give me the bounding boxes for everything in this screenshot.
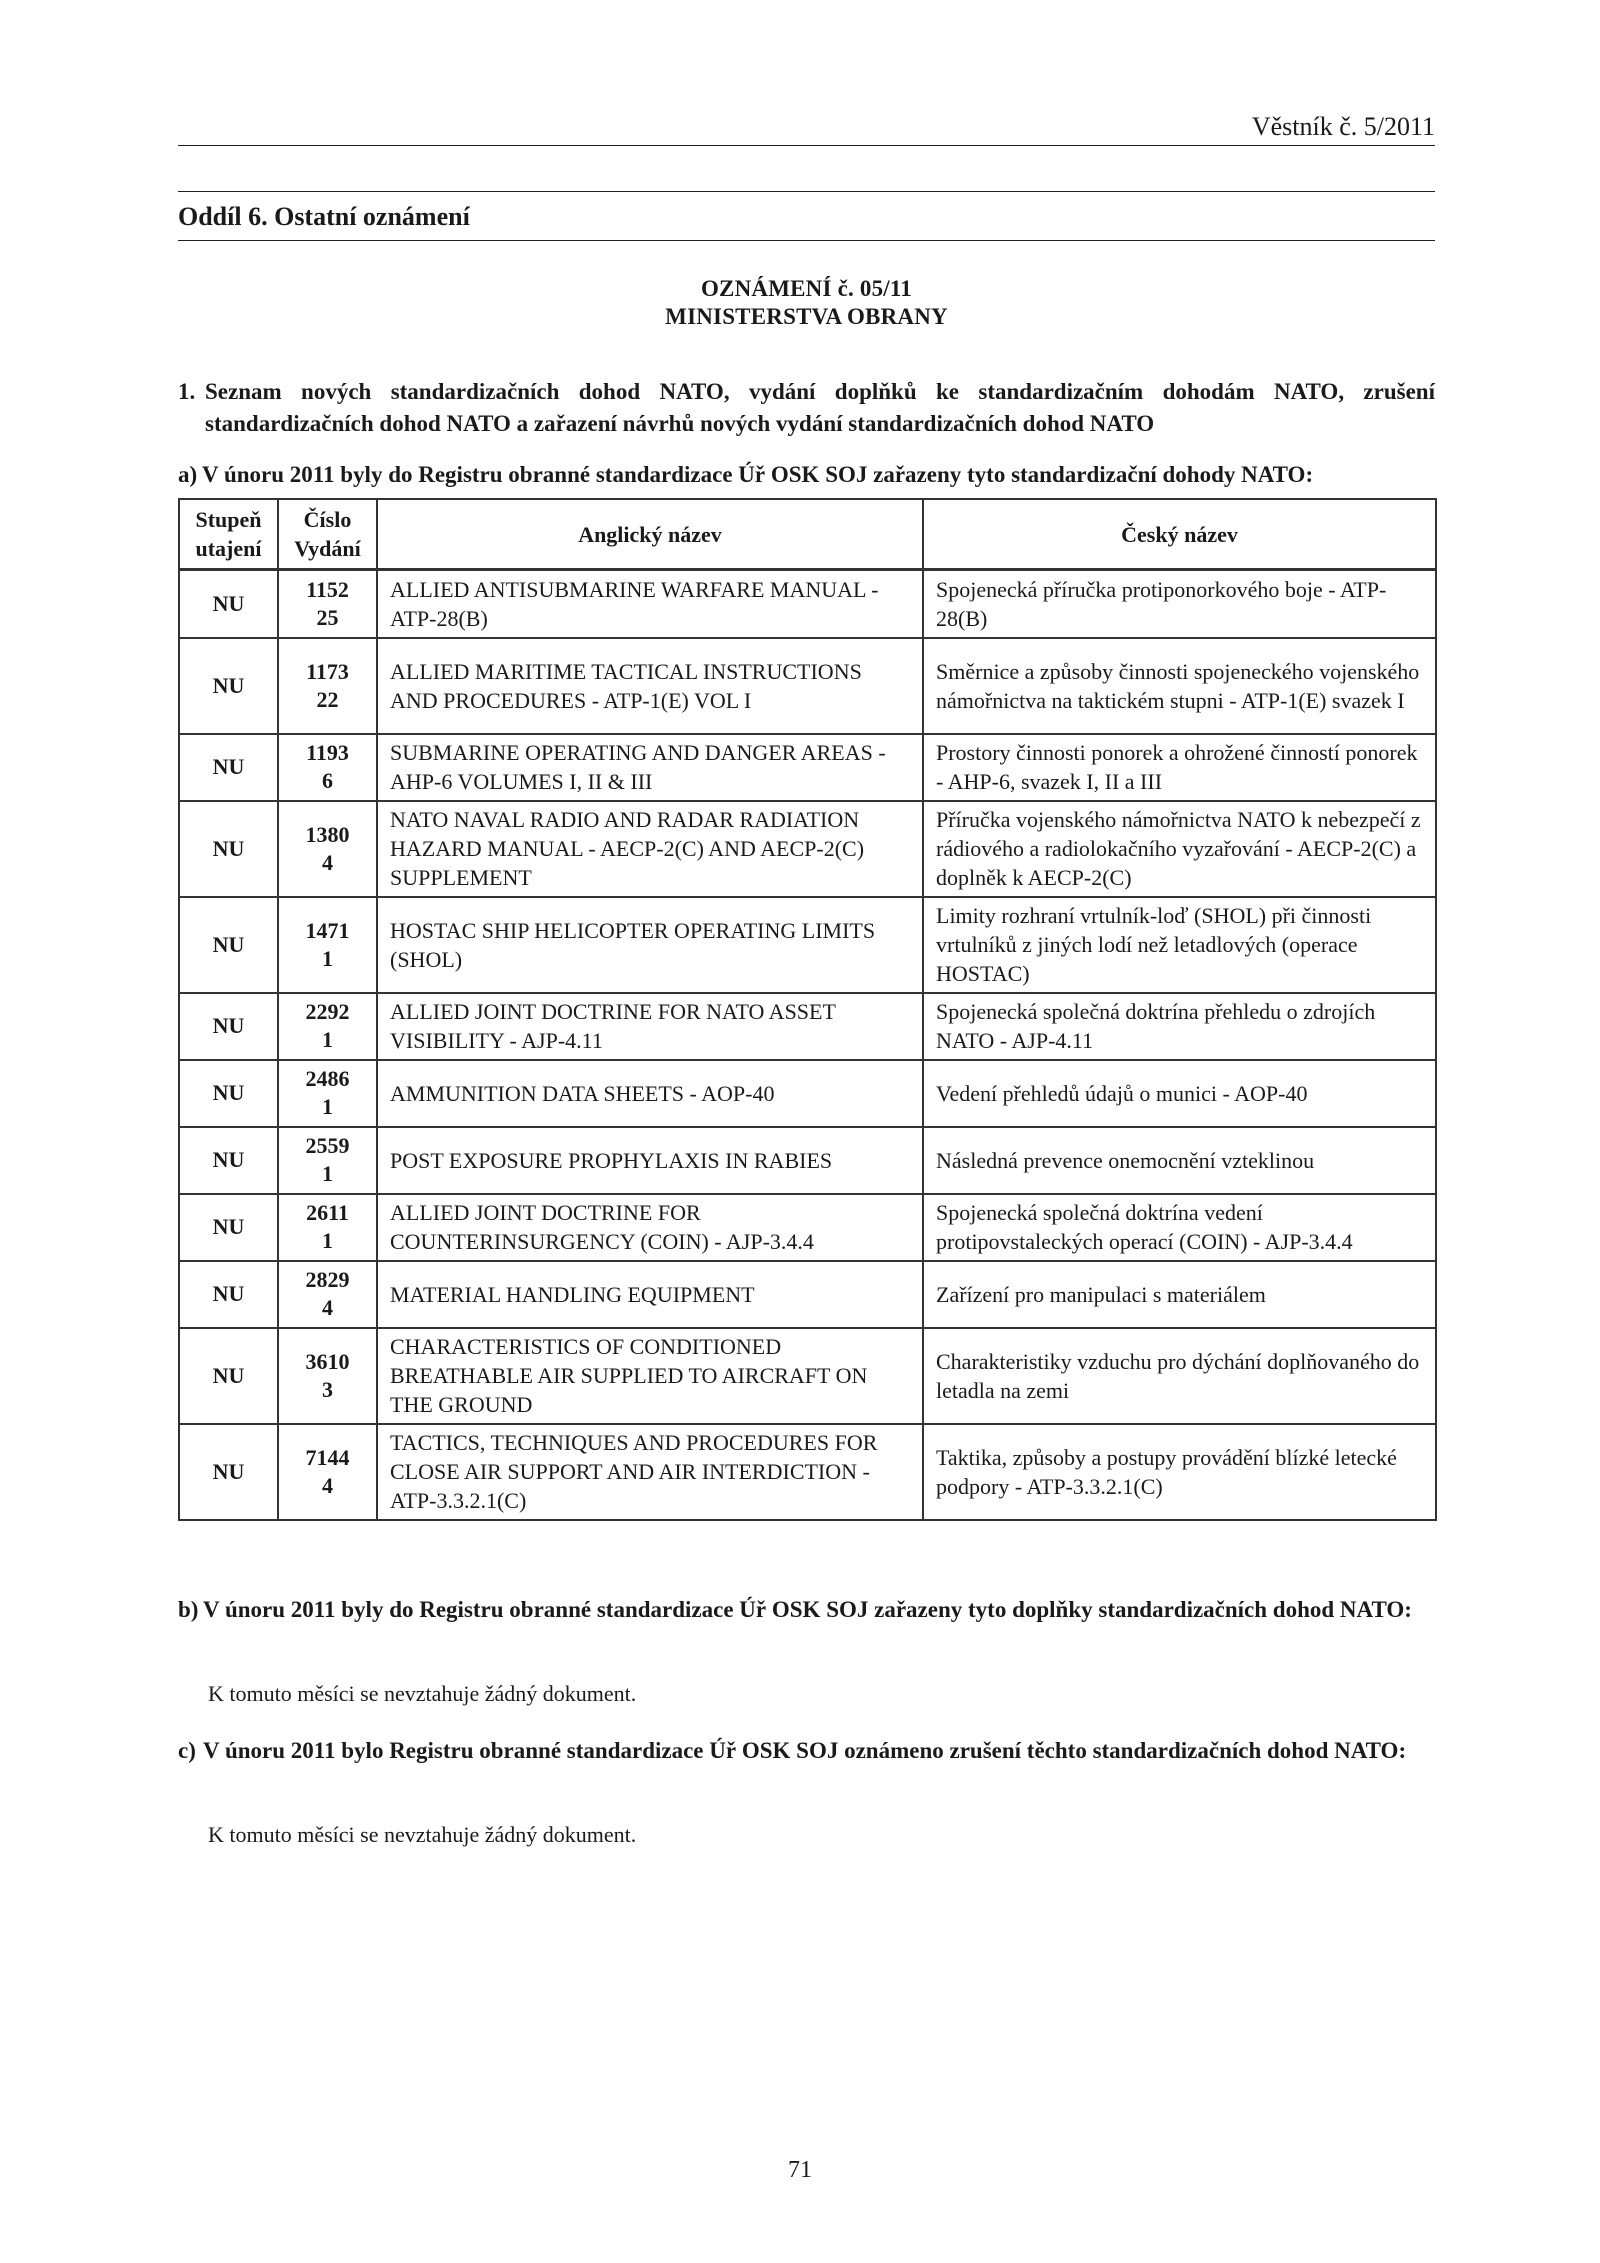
cell-czech-title: Spojenecká společná doktrína přehledu o zdrojích NATO - AJP-4.11: [923, 993, 1436, 1060]
cell-number-edition: 2486 1: [278, 1060, 377, 1127]
header-classification: Stupeň utajení: [179, 499, 278, 570]
cell-czech-title: Následná prevence onemocnění vzteklinou: [923, 1127, 1436, 1194]
header-number-edition: Číslo Vydání: [278, 499, 377, 570]
cell-english-title: TACTICS, TECHNIQUES AND PROCEDURES FOR CLOSE AIR SUPPORT AND AIR INTERDICTION - ATP-3.3.2.1(C): [377, 1424, 923, 1520]
cell-czech-title: Příručka vojenského námořnictva NATO k nebezpečí z rádiového a radiolokačního vyzařování - AECP-2(C) a doplněk k AECP-2(C): [923, 801, 1436, 897]
section-a-label: a): [178, 462, 198, 487]
cell-classification: NU: [179, 638, 278, 734]
cell-number-edition: 2292 1: [278, 993, 377, 1060]
table-row: [179, 897, 1436, 993]
table-row: [179, 1328, 1436, 1424]
table-row: [179, 570, 1436, 638]
cell-classification: NU: [179, 1194, 278, 1261]
standards-table: [178, 498, 1437, 1521]
cell-number-edition: 3610 3: [278, 1328, 377, 1424]
cell-czech-title: Směrnice a způsoby činnosti spojeneckého vojenského námořnictva na taktickém stupni - ATP-1(E) svazek I: [923, 638, 1436, 734]
running-head: Věstník č. 5/2011: [1251, 112, 1435, 141]
cell-english-title: CHARACTERISTICS OF CONDITIONED BREATHABLE AIR SUPPLIED TO AIRCRAFT ON THE GROUND: [377, 1328, 923, 1424]
section-a-text: V únoru 2011 byly do Registru obranné standardizace Úř OSK SOJ zařazeny tyto standardizační dohody NATO:: [202, 462, 1314, 487]
section-c-text: V únoru 2011 bylo Registru obranné standardizace Úř OSK SOJ oznámeno zrušení těchto standardizačních dohod NATO:: [203, 1738, 1407, 1763]
section-c-label: c): [178, 1738, 196, 1763]
header-english-title: Anglický název: [377, 499, 923, 570]
cell-number-edition: 7144 4: [278, 1424, 377, 1520]
cell-czech-title: Zařízení pro manipulaci s materiálem: [923, 1261, 1436, 1328]
section-c: [178, 1735, 1435, 1766]
section-a: [178, 459, 1435, 490]
cell-english-title: AMMUNITION DATA SHEETS - AOP-40: [377, 1060, 923, 1127]
cell-number-edition: 1173 22: [278, 638, 377, 734]
cell-classification: NU: [179, 1127, 278, 1194]
item-1-text: Seznam nových standardizačních dohod NATO, vydání doplňků ke standardizačním dohodám NATO, zrušení standardizačních dohod NATO a zařazení návrhů nových vydání standardizačních dohod NATO: [205, 379, 1435, 436]
cell-number-edition: 2829 4: [278, 1261, 377, 1328]
cell-czech-title: Spojenecká společná doktrína vedení protipovstaleckých operací (COIN) - AJP-3.4.4: [923, 1194, 1436, 1261]
page-number: 71: [788, 2157, 812, 2183]
section-rule-bottom: [178, 240, 1435, 241]
table-row: [179, 1424, 1436, 1520]
cell-number-edition: 2611 1: [278, 1194, 377, 1261]
section-title: Oddíl 6. Ostatní oznámení: [178, 202, 470, 231]
cell-czech-title: Taktika, způsoby a postupy provádění blízké letecké podpory - ATP-3.3.2.1(C): [923, 1424, 1436, 1520]
cell-classification: NU: [179, 734, 278, 801]
section-c-note: K tomuto měsíci se nevztahuje žádný dokument.: [208, 1822, 637, 1847]
cell-classification: NU: [179, 570, 278, 638]
cell-classification: NU: [179, 1261, 278, 1328]
table-row: [179, 638, 1436, 734]
notice-title: OZNÁMENÍ č. 05/11: [700, 276, 913, 301]
cell-czech-title: Spojenecká příručka protiponorkového boje - ATP-28(B): [923, 570, 1436, 638]
section-b-text: V únoru 2011 byly do Registru obranné standardizace Úř OSK SOJ zařazeny tyto doplňky standardizačních dohod NATO:: [203, 1597, 1412, 1622]
cell-english-title: ALLIED ANTISUBMARINE WARFARE MANUAL - ATP-28(B): [377, 570, 923, 638]
cell-classification: NU: [179, 897, 278, 993]
cell-czech-title: Prostory činnosti ponorek a ohrožené činností ponorek - AHP-6, svazek I, II a III: [923, 734, 1436, 801]
cell-number-edition: 1471 1: [278, 897, 377, 993]
table-header-row: [179, 499, 1436, 570]
cell-number-edition: 1380 4: [278, 801, 377, 897]
cell-czech-title: Limity rozhraní vrtulník-loď (SHOL) při činnosti vrtulníků z jiných lodí než letadlových (operace HOSTAC): [923, 897, 1436, 993]
cell-classification: NU: [179, 993, 278, 1060]
cell-english-title: ALLIED JOINT DOCTRINE FOR COUNTERINSURGENCY (COIN) - AJP-3.4.4: [377, 1194, 923, 1261]
header-rule: [178, 145, 1435, 146]
cell-classification: NU: [179, 1424, 278, 1520]
cell-english-title: NATO NAVAL RADIO AND RADAR RADIATION HAZARD MANUAL - AECP-2(C) AND AECP-2(C) SUPPLEMENT: [377, 801, 923, 897]
cell-czech-title: Vedení přehledů údajů o munici - AOP-40: [923, 1060, 1436, 1127]
section-b-label: b): [178, 1597, 199, 1622]
table-row: [179, 993, 1436, 1060]
cell-english-title: HOSTAC SHIP HELICOPTER OPERATING LIMITS (SHOL): [377, 897, 923, 993]
cell-english-title: SUBMARINE OPERATING AND DANGER AREAS - AHP-6 VOLUMES I, II & III: [377, 734, 923, 801]
cell-english-title: ALLIED JOINT DOCTRINE FOR NATO ASSET VISIBILITY - AJP-4.11: [377, 993, 923, 1060]
cell-classification: NU: [179, 1328, 278, 1424]
table-row: [179, 1127, 1436, 1194]
section-b-note: K tomuto měsíci se nevztahuje žádný dokument.: [208, 1681, 637, 1706]
cell-number-edition: 1152 25: [278, 570, 377, 638]
item-1-number: 1.: [178, 379, 196, 404]
table-row: [179, 734, 1436, 801]
table-row: [179, 1060, 1436, 1127]
cell-classification: NU: [179, 801, 278, 897]
cell-number-edition: 2559 1: [278, 1127, 377, 1194]
cell-czech-title: Charakteristiky vzduchu pro dýchání doplňovaného do letadla na zemi: [923, 1328, 1436, 1424]
table-row: [179, 801, 1436, 897]
section-rule-top: [178, 191, 1435, 192]
cell-classification: NU: [179, 1060, 278, 1127]
cell-english-title: MATERIAL HANDLING EQUIPMENT: [377, 1261, 923, 1328]
section-b: [178, 1594, 1435, 1625]
cell-english-title: POST EXPOSURE PROPHYLAXIS IN RABIES: [377, 1127, 923, 1194]
notice-issuer: MINISTERSTVA OBRANY: [665, 304, 948, 329]
table-row: [179, 1194, 1436, 1261]
item-1: [178, 376, 1435, 440]
header-czech-title: Český název: [923, 499, 1436, 570]
table-row: [179, 1261, 1436, 1328]
cell-english-title: ALLIED MARITIME TACTICAL INSTRUCTIONS AND PROCEDURES - ATP-1(E) VOL I: [377, 638, 923, 734]
cell-number-edition: 1193 6: [278, 734, 377, 801]
